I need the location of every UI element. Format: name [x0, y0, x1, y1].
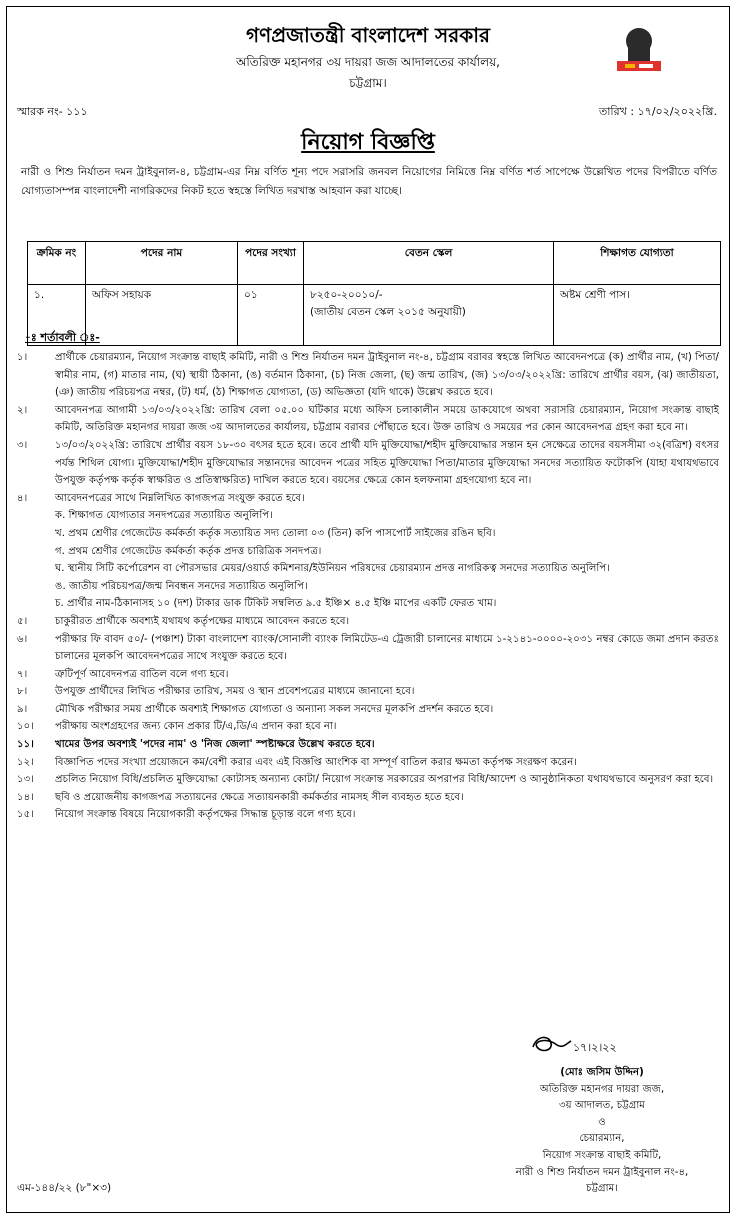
attachment-item: ঘ. স্থানীয় সিটি কর্পোরেশন বা পৌরসভার মেয়র/ওয়ার্ড কমিশনার/ইউনিয়ন পরিষদের চেয়ারম্যান প্রদত্ত নাগরিকত্ব সনদের সত্যায়িত অনুলিপি।: [55, 563, 610, 575]
condition-number: ৮।: [17, 686, 28, 698]
attachment-item: গ. প্রথম শ্রেণীর গেজেটেড কর্মকর্তা কর্তৃক প্রদত্ত চারিত্রিক সনদপত্র।: [55, 545, 322, 557]
condition-text: পরীক্ষার ফি বাবদ ৫০/- (পঞ্চাশ) টাকা বাংলাদেশ ব্যাংক/সোনালী ব্যাংক লিমিটেড-এ ট্রেজারী চালানের মাধ্যমে ১-২১৪১-০০০০-২০৩১ নম্বর কোডে জমা প্রদান করতঃ চালানের মূলকপি আবেদনপত্রের সাথে সংযুক্ত করতে হবে।: [55, 633, 719, 663]
signature-mark: [527, 1029, 617, 1059]
condition-item: [17, 437, 719, 490]
signatory-line: ও: [598, 1116, 606, 1128]
table-header-row: [28, 242, 721, 285]
attachment-item: ঙ. জাতীয় পরিচয়পত্র/জন্ম নিবন্ধন সনদের সত্যায়িত অনুলিপি।: [55, 580, 308, 592]
condition-number: ৩।: [17, 439, 28, 451]
signature-date: ১৭।২।২২: [573, 1041, 617, 1054]
condition-text: পরীক্ষায় অংশগ্রহণের জন্য কোন প্রকার টি/এ,ডি/এ প্রদান করা হবে না।: [55, 721, 337, 733]
memo-number: স্মারক নং- ১১১: [17, 105, 88, 118]
cell-serial: ১.: [28, 285, 86, 346]
condition-item: [17, 806, 719, 824]
signatory-name: (মোঃ জসিম উদ্দিন): [560, 1067, 644, 1078]
condition-item: [17, 701, 719, 719]
condition-item: [17, 754, 719, 772]
condition-text: বিজ্ঞাপিত পদের সংখ্যা প্রয়োজনে কম/বেশী করার এবং এই বিজ্ঞপ্তি আংশিক বা সম্পূর্ণ বাতিল করার ক্ষমতা কর্তৃপক্ষ সংরক্ষণ করেন।: [55, 756, 578, 768]
condition-item: [17, 789, 719, 807]
table-row: [28, 285, 721, 346]
condition-number: ১।: [17, 352, 28, 363]
signatory-line: নারী ও শিশু নির্যাতন দমন ট্রাইবুনাল নং-৪,: [515, 1166, 689, 1178]
condition-item: [17, 613, 719, 631]
attachment-item: চ. প্রার্থীর নাম-ঠিকানাসহ ১০ (দশ) টাকার ডাক টিকিট সম্বলিত ৯.৫ ইঞ্চি× ৪.৫ ইঞ্চি মাপের একটি ফেরত খাম।: [55, 598, 497, 610]
attachment-item: খ. প্রথম শ্রেণীর গেজেটেড কর্মকর্তা কর্তৃক সত্যায়িত সদ্য তোলা ০৩ (তিন) কপি পাসপোর্ট সাইজের রঙিন ছবি।: [55, 527, 496, 539]
condition-number: ৫।: [17, 615, 28, 627]
condition-item: [17, 490, 719, 508]
condition-text: ১৩/০৩/২০২২খ্রি: তারিখে প্রার্থীর বয়স ১৮-৩০ বৎসর হতে হবে। তবে প্রার্থী যদি মুক্তিযোদ্ধা/শহীদ মুক্তিযোদ্ধার সন্তান হন সেক্ষেত্রে তাদের বয়সসীমা ৩২(বত্রিশ) বৎসর পর্যন্ত শিথিল যোগ্য। মুক্তিযোদ্ধা/শহীদ মুক্তিযোদ্ধার সন্তানদের আবেদন পত্রের সহিত মুক্তিযোদ্ধা পিতা/মাতার মুক্তিযোদ্ধা সনদের সত্যায়িত ফটোকপি (যাহা যথাযথভাবে উপযুক্ত কর্তৃপক্ষ কর্তৃক স্বাক্ষরিত ও প্রতিস্বাক্ষরিত) দাখিল করতে হবে। বয়সের ক্ষেত্রে কোন হলফনামা গ্রহণযোগ্য হবে না।: [55, 439, 719, 487]
condition-text: আবেদনপত্র আগামী ১৩/০৩/২০২২খ্রি: তারিখ বেলা ০৫.০০ ঘটিকার মধ্যে অফিস চলাকালীন সময়ে ডাকযোগে অথবা সরাসরি চেয়ারম্যান, নিয়োগ সংক্রান্ত বাছাই কমিটি, অতিরিক্ত মহানগর দায়রা জজ ৩য় আদালতের কার্যালয়, চট্টগ্রাম বরাবর পৌঁছাতে হবে। উক্ত তারিখ ও সময়ের পর কোন আবেদনপত্র গ্রহণ করা হবে না।: [55, 404, 719, 434]
condition-text: প্রার্থীকে চেয়ারম্যান, নিয়োগ সংক্রান্ত বাছাই কমিটি, নারী ও শিশু নির্যাতন দমন ট্রাইবুনাল নং-৪, চট্টগ্রাম বরাবর স্বহস্তে লিখিত আবেদনপত্রে (ক) প্রার্থীর নাম, (খ) পিতা/স্বামীর নাম, (গ) মাতার নাম, (ঘ) স্থায়ী ঠিকানা, (ঙ) বর্তমান ঠিকানা, (চ) নিজ জেলা, (ছ) জন্ম তারিখ, (জ) ১৩/০৩/২০২২খ্রি: তারিখে প্রার্থীর বয়স, (ঝ) জাতীয়তা, (ঞ) জাতীয় পরিচয়পত্র নম্বর, (ট) ধর্ম, (ঠ) শিক্ষাগত যোগ্যতা, (ড) অভিজ্ঞতা (যদি থাকে) উল্লেখ করতে হবে।: [55, 352, 719, 399]
print-code: এম-১৪৪/২২ (৮"×৩): [17, 1182, 112, 1194]
condition-item: [17, 349, 719, 402]
condition-number: ৯।: [17, 703, 28, 715]
condition-number: ১১।: [17, 739, 34, 751]
col-post: পদের নাম: [86, 242, 238, 285]
cell-post: অফিস সহায়ক: [86, 285, 238, 346]
office-city: চট্টগ্রাম।: [349, 76, 387, 90]
mujib-year-logo: [611, 21, 667, 77]
signatory-line: চেয়ারম্যান,: [579, 1133, 625, 1145]
condition-number: ২।: [17, 404, 28, 416]
notice-title: নিয়োগ বিজ্ঞপ্তি: [301, 130, 435, 155]
signatory-line: চট্টগ্রাম।: [586, 1183, 618, 1195]
col-scale: বেতন স্কেল: [304, 242, 554, 285]
col-serial: ক্রমিক নং: [28, 242, 86, 285]
condition-item: [17, 402, 719, 437]
condition-text: চাকুরীরত প্রার্থীকে অবশ্যই যথাযথ কর্তৃপক্ষের মাধ্যমে আবেদন করতে হবে।: [55, 615, 350, 627]
signatory-line: অতিরিক্ত মহানগর দায়রা জজ,: [539, 1083, 665, 1095]
condition-number: ৪।: [17, 492, 28, 504]
condition-text: উপযুক্ত প্রার্থীদের লিখিত পরীক্ষার তারিখ, সময় ও স্থান প্রবেশপত্রের মাধ্যমে জানানো হবে।: [55, 686, 415, 698]
signatory-line: নিয়োগ সংক্রান্ত বাছাই কমিটি,: [542, 1149, 662, 1161]
vacancy-table: [27, 241, 721, 346]
condition-number: ৬।: [17, 633, 28, 645]
scale-value: ৮২৫০-২০০১০/-: [310, 289, 383, 301]
condition-number: ১৫।: [17, 809, 34, 821]
scale-note: (জাতীয় বেতন স্কেল ২০১৫ অনুযায়ী): [310, 306, 466, 318]
cell-count: ০১: [238, 285, 304, 346]
condition-text: মৌখিক পরীক্ষার সময় প্রার্থীকে অবশ্যই শিক্ষাগত যোগ্যতা ও অন্যান্য সকল সনদের মূলকপি প্রদর্শন করতে হবে।: [55, 703, 494, 715]
condition-item: [17, 666, 719, 684]
notice-date: তারিখ : ১৭/০২/২০২২খ্রি.: [598, 105, 717, 118]
condition-number: ১৩।: [17, 774, 34, 786]
condition-number: ৭।: [17, 668, 28, 680]
condition-text: প্রচলিত নিয়োগ বিধি/প্রচলিত মুক্তিযোদ্ধা কোটাসহ অন্যান্য কোটা/ নিয়োগ সংক্রান্ত সরকারের অপরাপর বিধি/আদেশ ও আনুষ্ঠানিকতা যথাযথভাবে অনুসরণ করা হবে।: [55, 774, 714, 786]
condition-text: নিয়োগ সংক্রান্ত বিষয়ে নিয়োগকারী কর্তৃপক্ষের সিদ্ধান্ত চূড়ান্ত বলে গণ্য হবে।: [55, 809, 356, 821]
notice-page: [6, 6, 730, 1213]
condition-text: আবেদনপত্রের সাথে নিম্নলিখিত কাগজপত্র সংযুক্ত করতে হবে।: [55, 492, 305, 504]
condition-number: ১০।: [17, 721, 34, 733]
condition-number: ১২।: [17, 756, 34, 768]
col-qualification: শিক্ষাগত যোগ্যতা: [554, 242, 721, 285]
attachment-item: ক. শিক্ষাগত যোগ্যতার সনদপত্রের সত্যায়িত অনুলিপি।: [55, 510, 273, 522]
cell-scale: [304, 285, 554, 346]
signature-block: [487, 1065, 717, 1198]
condition-item: [17, 718, 719, 736]
condition-text: খামের উপর অবশ্যই 'পদের নাম' ও 'নিজ জেলা' স্পষ্টাক্ষরে উল্লেখ করতে হবে।: [55, 739, 375, 751]
conditions-list: [17, 349, 719, 824]
signatory-line: ৩য় আদালত, চট্টগ্রাম: [559, 1100, 645, 1112]
government-title: গণপ্রজাতন্ত্রী বাংলাদেশ সরকার: [246, 23, 490, 47]
conditions-title: -ঃ শর্তাবলী ঃ-: [25, 331, 100, 344]
cell-qualification: অষ্টম শ্রেণী পাস।: [554, 285, 721, 346]
condition-text: ত্রুটিপূর্ণ আবেদনপত্র বাতিল বলে গণ্য হবে।: [55, 668, 229, 680]
condition-text: ছবি ও প্রয়োজনীয় কাগজপত্র সত্যায়নের ক্ষেত্রে সত্যায়নকারী কর্মকর্তার নামসহ সীল ব্যবহৃত হতে হবে।: [55, 791, 464, 803]
office-name: অতিরিক্ত মহানগর ৩য় দায়রা জজ আদালতের কার্যালয়,: [235, 55, 500, 69]
condition-item-emphasis: [17, 736, 719, 754]
condition-number: ১৪।: [17, 791, 34, 803]
condition-item: [17, 683, 719, 701]
col-count: পদের সংখ্যা: [238, 242, 304, 285]
intro-paragraph: নারী ও শিশু নির্যাতন দমন ট্রাইবুনাল-৪, চট্টগ্রাম-এর নিম্ন বর্ণিত শূন্য পদে সরাসরি জনবল নিয়োগের নিমিত্তে নিম্ন বর্ণিত শর্ত সাপেক্ষে উল্লেখিত পদের বিপরীতে বর্ণিত যোগ্যতাসম্পন্ন বাংলাদেশী নাগরিকদের নিকট হতে স্বহস্তে লিখিত দরখাস্ত আহবান করা যাচ্ছে।: [21, 166, 717, 197]
condition-item: [17, 771, 719, 789]
condition-item: [17, 631, 719, 666]
